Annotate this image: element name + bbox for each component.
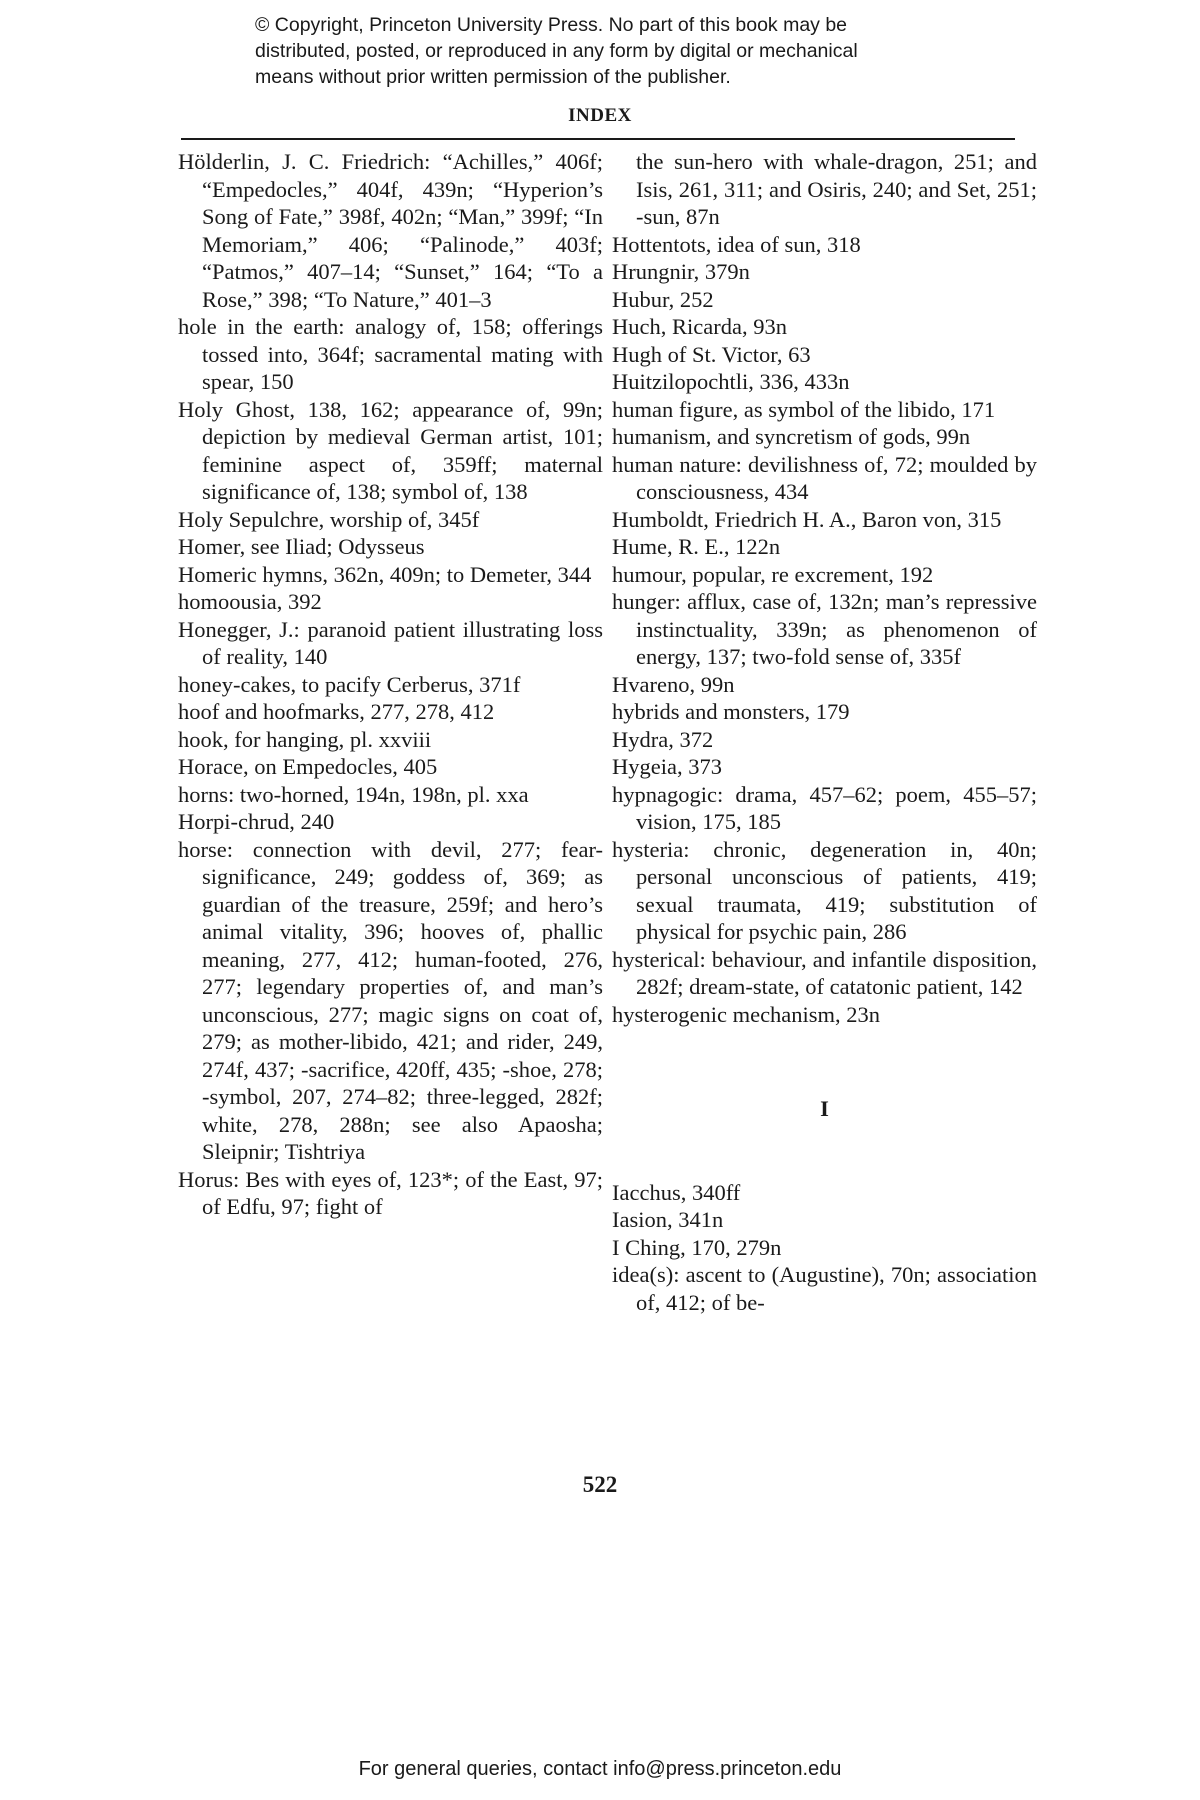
index-entry: Hubur, 252 <box>612 286 714 312</box>
index-entry: Horace, on Empedocles, 405 <box>178 754 438 779</box>
copyright-notice <box>255 12 1015 90</box>
index-entry: Hrungnir, 379n <box>612 259 750 284</box>
index-entry: hysterogenic mechanism, 23n <box>612 1001 881 1027</box>
copyright-line: means without prior written permission of the publisher. <box>255 66 731 88</box>
index-entry: Horpi-chrud, 240 <box>178 809 335 834</box>
index-entry: Hottentots, idea of sun, 318 <box>612 231 861 257</box>
index-entry: hole in the earth: analogy of, 158; offerings tossed into, 364f; sacramental mating with spear, 150 <box>178 314 603 394</box>
index-entry: hook, for hanging, pl. xxviii <box>178 726 432 752</box>
index-entry: horse: connection with devil, 277; fear-significance, 249; goddess of, 369; as guardian of the treasure, 259f; and hero’s animal vitality, 396; hooves of, phallic meaning, 277, 412; human-footed, 276, 277; legendary properties of, and man’s unconscious, 277; magic signs on coat of, 279; as mother-libido, 421; and rider, 249, 274f, 437; -sacrifice, 420ff, 435; -shoe, 278; -symbol, 207, 274–82; three-legged, 282f; white, 278, 288n; see also Apaosha; Sleipnir; Tishtriya <box>178 836 603 1164</box>
index-entry: hysteria: chronic, degeneration in, 40n; personal unconscious of patients, 419; sexual traumata, 419; substitution of physical for psychic pain, 286 <box>612 836 1037 944</box>
index-entry: hypnagogic: drama, 457–62; poem, 455–57; vision, 175, 185 <box>612 781 1037 834</box>
copyright-line: © Copyright, Princeton University Press. No part of this book may be <box>255 14 848 36</box>
index-column-left <box>178 148 603 1221</box>
index-entry: hysterical: behaviour, and infantile disposition, 282f; dream-state, of catatonic patient, 142 <box>612 946 1037 999</box>
index-entry: Hygeia, 373 <box>612 754 722 779</box>
index-entry: Iacchus, 340ff <box>612 1179 741 1205</box>
index-column-right <box>612 148 1037 1316</box>
index-entry: honey-cakes, to pacify Cerberus, 371f <box>178 671 521 697</box>
index-entry: Huch, Ricarda, 93n <box>612 314 787 339</box>
contact-footer: For general queries, contact info@press.princeton.edu <box>358 1758 842 1780</box>
index-entry: humanism, and syncretism of gods, 99n <box>612 424 971 449</box>
index-entry: idea(s): ascent to (Augustine), 70n; association of, 412; of be- <box>612 1262 1037 1315</box>
index-entry: human figure, as symbol of the libido, 171 <box>612 396 996 422</box>
index-entry: hoof and hoofmarks, 277, 278, 412 <box>178 699 495 724</box>
index-entry: Homer, see Iliad; Odysseus <box>178 534 425 559</box>
index-entry: hybrids and monsters, 179 <box>612 699 850 724</box>
index-entry: Iasion, 341n <box>612 1207 724 1232</box>
index-entry: I Ching, 170, 279n <box>612 1234 782 1260</box>
index-entry: Hume, R. E., 122n <box>612 534 781 559</box>
index-entry: Hugh of St. Victor, 63 <box>612 341 811 367</box>
index-entry-continuation: the sun-hero with whale-dragon, 251; and Isis, 261, 311; and Osiris, 240; and Set, 251; -sun, 87n <box>636 149 1037 229</box>
page-number: 522 <box>582 1472 618 1497</box>
header-rule <box>181 138 1015 140</box>
index-entry: Holy Sepulchre, worship of, 345f <box>178 506 480 532</box>
index-entry: Honegger, J.: paranoid patient illustrating loss of reality, 140 <box>178 616 603 669</box>
index-entry: Holy Ghost, 138, 162; appearance of, 99n; depiction by medieval German artist, 101; feminine aspect of, 359ff; maternal significance of, 138; symbol of, 138 <box>178 396 603 504</box>
index-entry: Homeric hymns, 362n, 409n; to Demeter, 344 <box>178 561 592 587</box>
index-entry: Hydra, 372 <box>612 726 714 752</box>
index-entry: Hölderlin, J. C. Friedrich: “Achilles,” 406f; “Empedocles,” 404f, 439n; “Hyperion’s Song of Fate,” 398f, 402n; “Man,” 399f; “In Memoriam,” 406; “Palinode,” 403f; “Patmos,” 407–14; “Sunset,” 164; “To a Rose,” 398; “To Nature,” 401–3 <box>178 149 603 312</box>
index-entry: human nature: devilishness of, 72; moulded by consciousness, 434 <box>612 451 1037 504</box>
index-entry: Huitzilopochtli, 336, 433n <box>612 369 850 394</box>
index-entry: humour, popular, re excrement, 192 <box>612 561 934 587</box>
running-head: INDEX <box>568 105 632 126</box>
index-entry: hunger: afflux, case of, 132n; man’s repressive instinctuality, 339n; as phenomenon of energy, 137; two-fold sense of, 335f <box>612 589 1037 669</box>
letter-heading: I <box>820 1096 829 1121</box>
index-entry: Hvareno, 99n <box>612 671 735 697</box>
index-entry: Horus: Bes with eyes of, 123*; of the East, 97; of Edfu, 97; fight of <box>178 1166 603 1219</box>
index-entry: horns: two-horned, 194n, 198n, pl. xxa <box>178 781 529 807</box>
index-entry: Humboldt, Friedrich H. A., Baron von, 315 <box>612 506 1002 532</box>
copyright-line: distributed, posted, or reproduced in any form by digital or mechanical <box>255 40 858 62</box>
index-entry: homoousia, 392 <box>178 589 322 614</box>
